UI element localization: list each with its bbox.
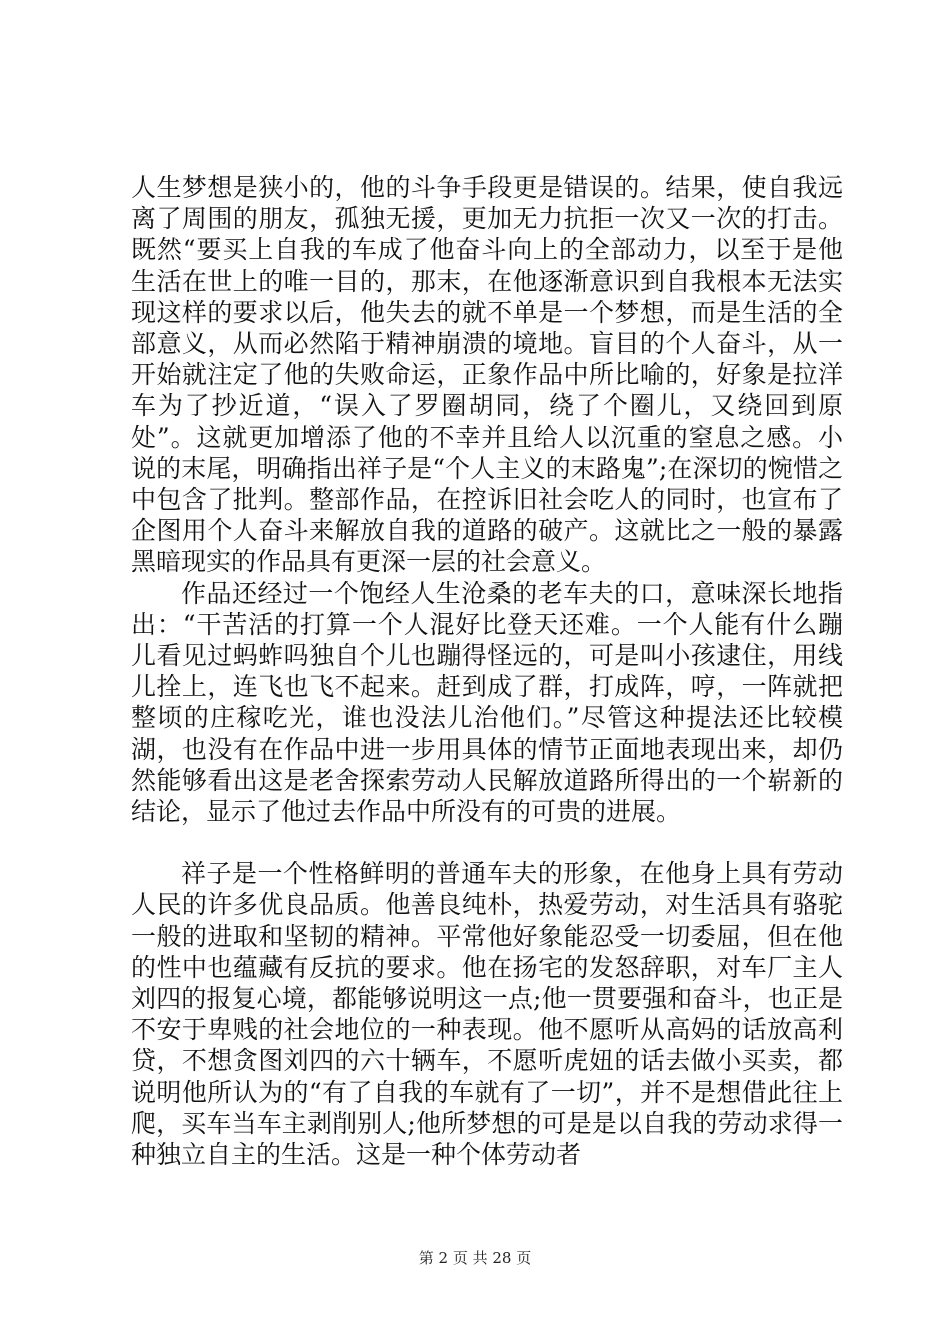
paragraph-2: 作品还经过一个饱经人生沧桑的老车夫的口，意味深长地指出：“干苦活的打算一个人混好比登天还难。一个人能有什么蹦儿看见过蚂蚱吗独自个儿也蹦得怪远的，可是叫小孩逮住，用线儿拴上，连飞也飞不起来。赶到成了群，打成阵，哼，一阵就把整顷的庄稼吃光，谁也没法儿治他们。”尽管这种提法还比较模湖，也没有在作品中进一步用具体的情节正面地表现出来，却仍然能够看出这是老舍探索劳动人民解放道路所得出的一个崭新的结论，显示了他过去作品中所没有的可贵的进展。: [131, 578, 843, 827]
paragraph-3: 祥子是一个性格鲜明的普通车夫的形象，在他身上具有劳动人民的许多优良品质。他善良纯朴，热爱劳动，对生活具有骆驼一般的进取和坚韧的精神。平常他好象能忍受一切委屈，但在他的性中也蕴藏有反抗的要求。他在扬宅的发怒辞职，对车厂主人刘四的报复心境，都能够说明这一点;他一贯要强和奋斗，也正是不安于卑贱的社会地位的一种表现。他不愿听从高妈的话放高利贷，不想贪图刘四的六十辆车，不愿听虎妞的话去做小买卖，都说明他所认为的“有了自我的车就有了一切”，并不是想借此往上爬，买车当车主剥削别人;他所梦想的可是是以自我的劳动求得一种独立自主的生活。这是一种个体劳动者: [131, 859, 843, 1170]
paragraph-1: 人生梦想是狭小的，他的斗争手段更是错误的。结果，使自我远离了周围的朋友，孤独无援，更加无力抗拒一次又一次的打击。既然“要买上自我的车成了他奋斗向上的全部动力，以至于是他生活在世上的唯一目的，那末，在他逐渐意识到自我根本无法实现这样的要求以后，他失去的就不单是一个梦想，而是生活的全部意义，从而必然陷于精神崩溃的境地。盲目的个人奋斗，从一开始就注定了他的失败命运，正象作品中所比喻的，好象是拉洋车为了抄近道，“误入了罗圈胡同，绕了个圈儿，又绕回到原处”。这就更加增添了他的不幸并且给人以沉重的窒息之感。小说的末尾，明确指出祥子是“个人主义的末路鬼”;在深切的惋惜之中包含了批判。整部作品，在控诉旧社会吃人的同时，也宣布了企图用个人奋斗来解放自我的道路的破产。这就比之一般的暴露黑暗现实的作品具有更深一层的社会意义。: [131, 173, 843, 577]
page-number-footer: 第 2 页 共 28 页: [418, 1249, 532, 1267]
document-body: [131, 172, 843, 1170]
paragraph-spacer: [131, 827, 843, 858]
